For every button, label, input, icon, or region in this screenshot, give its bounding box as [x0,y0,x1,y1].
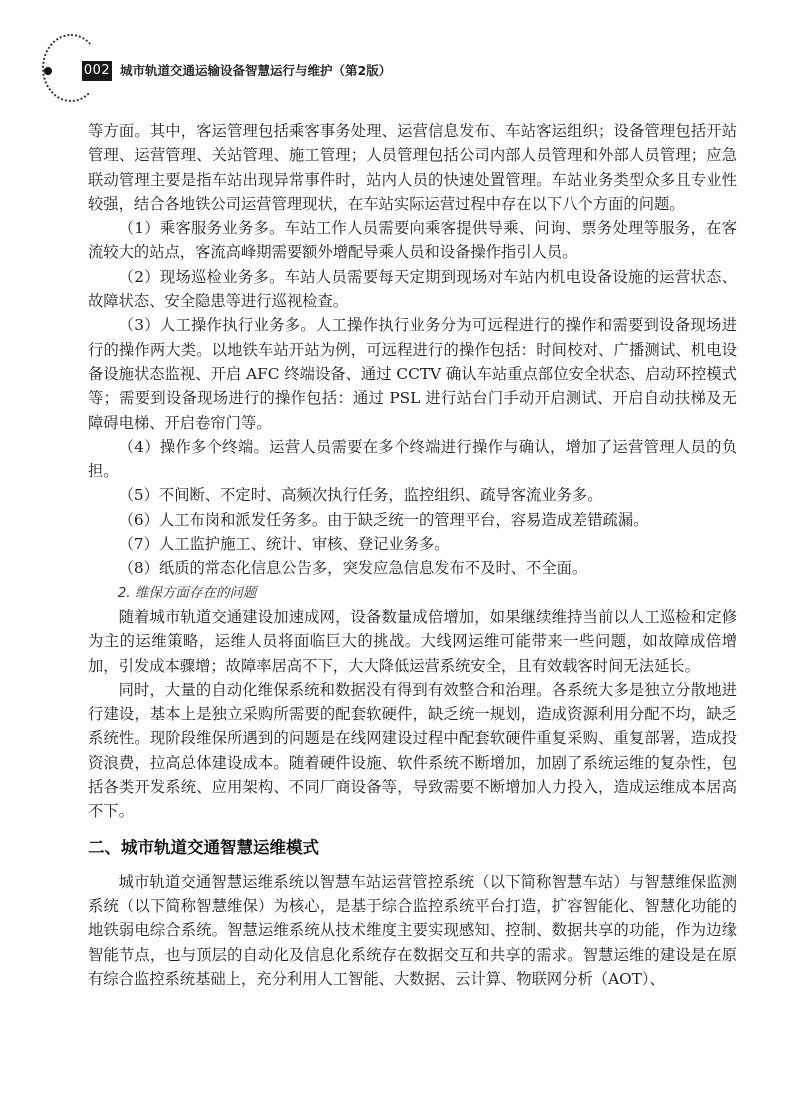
page-number: 002 [82,61,112,81]
list-item-2: （2）现场巡检业务多。车站人员需要每天定期到现场对车站内机电设备设施的运营状态、故障状态、安全隐患等进行巡视检查。 [88,267,737,311]
header-bullet-dot [44,67,52,75]
list-item-6: （6）人工布岗和派发任务多。由于缺乏统一的管理平台，容易造成差错疏漏。 [118,510,649,529]
paragraph-maintenance-2: 同时，大量的自动化维保系统和数据没有得到有效整合和治理。各系统大多是独立分散地进行建设，基本上是独立采购所需要的配套软硬件，缺乏统一规划，造成资源利用分配不均，缺乏系统性。现阶段维保所遇到的问题是在线网建设过程中配套软硬件重复采购、重复部署，造成投资浪费，拉高总体建设成本。随着硬件设施、软件系统不断增加，加剧了系统运维的复杂性，包括各类开发系统、应用架构、不同厂商设备等，导致需要不断增加人力投入，造成运维成本居高不下。 [88,680,737,821]
list-item-3: （3）人工操作执行业务多。人工操作执行业务分为可远程进行的操作和需要到设备现场进行的操作两大类。以地铁车站开站为例，可远程进行的操作包括：时间校对、广播测试、机电设备设施状态监视、开启 AFC 终端设备、通过 CCTV 确认车站重点部位安全状态、启动环控模式等；需要到设备现场进行的操作包括：通过 PSL 进行站台门手动开启测试、开启自动扶梯及无障碍电梯、开启卷帘门等。 [88,316,737,432]
list-item-8: （8）纸质的常态化信息公告多，突发应急信息发布不及时、不全面。 [118,559,588,578]
section-heading: 二、城市轨道交通智慧运维模式 [88,837,319,857]
running-header-title: 城市轨道交通运输设备智慧运行与维护（第2版） [120,63,392,78]
subsection-heading: 2. 维保方面存在的问题 [117,584,257,601]
paragraph-maintenance-1: 随着城市轨道交通建设加速成网，设备数量成倍增加，如果继续维持当前以人工巡检和定修为主的运维策略，运维人员将面临巨大的挑战。大线网运维可能带来一些问题，如故障成倍增加，引发成本骤增；故障率居高不下，大大降低运营系统安全，且有效载客时间无法延长。 [88,607,737,675]
paragraph-continuation: 等方面。其中，客运管理包括乘客事务处理、运营信息发布、车站客运组织；设备管理包括开站管理、运营管理、关站管理、施工管理；人员管理包括公司内部人员管理和外部人员管理；应急联动管理主要是指车站出现异常事件时，站内人员的快速处置管理。车站业务类型众多且专业性较强，结合各地铁公司运营管理现状，在车站实际运营过程中存在以下八个方面的问题。 [88,122,737,213]
list-item-5: （5）不间断、不定时、高频次执行任务，监控组织、疏导客流业务多。 [118,486,603,505]
page-body [88,119,737,991]
list-item-4: （4）操作多个终端。运营人员需要在多个终端进行操作与确认，增加了运营管理人员的负担。 [88,437,737,481]
list-item-7: （7）人工监护施工、统计、审核、登记业务多。 [118,535,450,554]
list-item-1: （1）乘客服务业务多。车站工作人员需要向乘客提供导乘、问询、票务处理等服务，在客流较大的站点，客流高峰期需要额外增配导乘人员和设备操作指引人员。 [88,219,737,262]
paragraph-smart-ops: 城市轨道交通智慧运维系统以智慧车站运营管控系统（以下简称智慧车站）与智慧维保监测系统（以下简称智慧维保）为核心，是基于综合监控系统平台打造，扩容智能化、智慧化功能的地铁弱电综合系统。智慧运维系统从技术维度主要实现感知、控制、数据共享的功能，作为边缘智能节点，也与顶层的自动化及信息化系统存在数据交互和共享的需求。智慧运维的建设是在原有综合监控系统基础上，充分利用人工智能、大数据、云计算、物联网分析（AOT）、 [88,872,737,988]
